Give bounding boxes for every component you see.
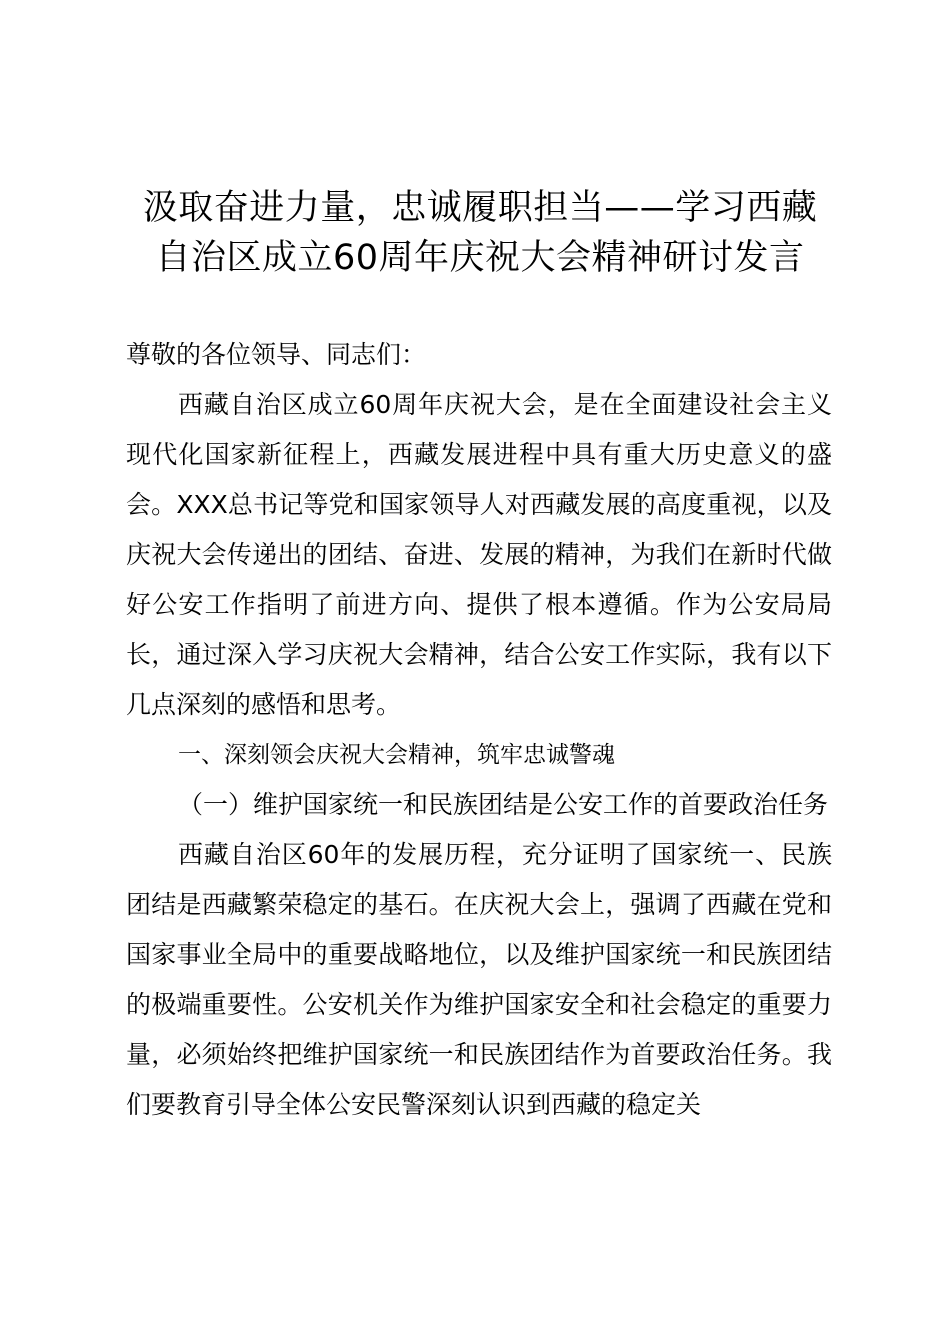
title-line-2: 自治区成立60周年庆祝大会精神研讨发言	[155, 238, 805, 278]
section-heading-1: 一、深刻领会庆祝大会精神，筑牢忠诚警魂	[178, 742, 615, 768]
salutation: 尊敬的各位领导、同志们：	[126, 340, 427, 369]
document-body	[126, 330, 832, 1130]
paragraph-intro: 西藏自治区成立60周年庆祝大会，是在全面建设社会主义现代化国家新征程上，西藏发展进程中具有重大历史意义的盛会。XXX总书记等党和国家领导人对西藏发展的高度重视，以及庆祝大会传递出的团结、奋进、发展的精神，为我们在新时代做好公安工作指明了前进方向、提供了根本遵循。作为公安局局长，通过深入学习庆祝大会精神，结合公安工作实际，我有以下几点深刻的感悟和思考。	[126, 390, 832, 719]
document-title	[120, 183, 840, 283]
paragraph-section-1: 西藏自治区60年的发展历程，充分证明了国家统一、民族团结是西藏繁荣稳定的基石。在庆祝大会上，强调了西藏在党和国家事业全局中的重要战略地位，以及维护国家统一和民族团结的极端重要性。公安机关作为维护国家安全和社会稳定的重要力量，必须始终把维护国家统一和民族团结作为首要政治任务。我们要教育引导全体公安民警深刻认识到西藏的稳定关	[126, 840, 832, 1119]
subsection-heading-1: （一）维护国家统一和民族团结是公安工作的首要政治任务	[178, 790, 829, 819]
title-line-1: 汲取奋进力量，忠诚履职担当——学习西藏	[142, 188, 818, 228]
